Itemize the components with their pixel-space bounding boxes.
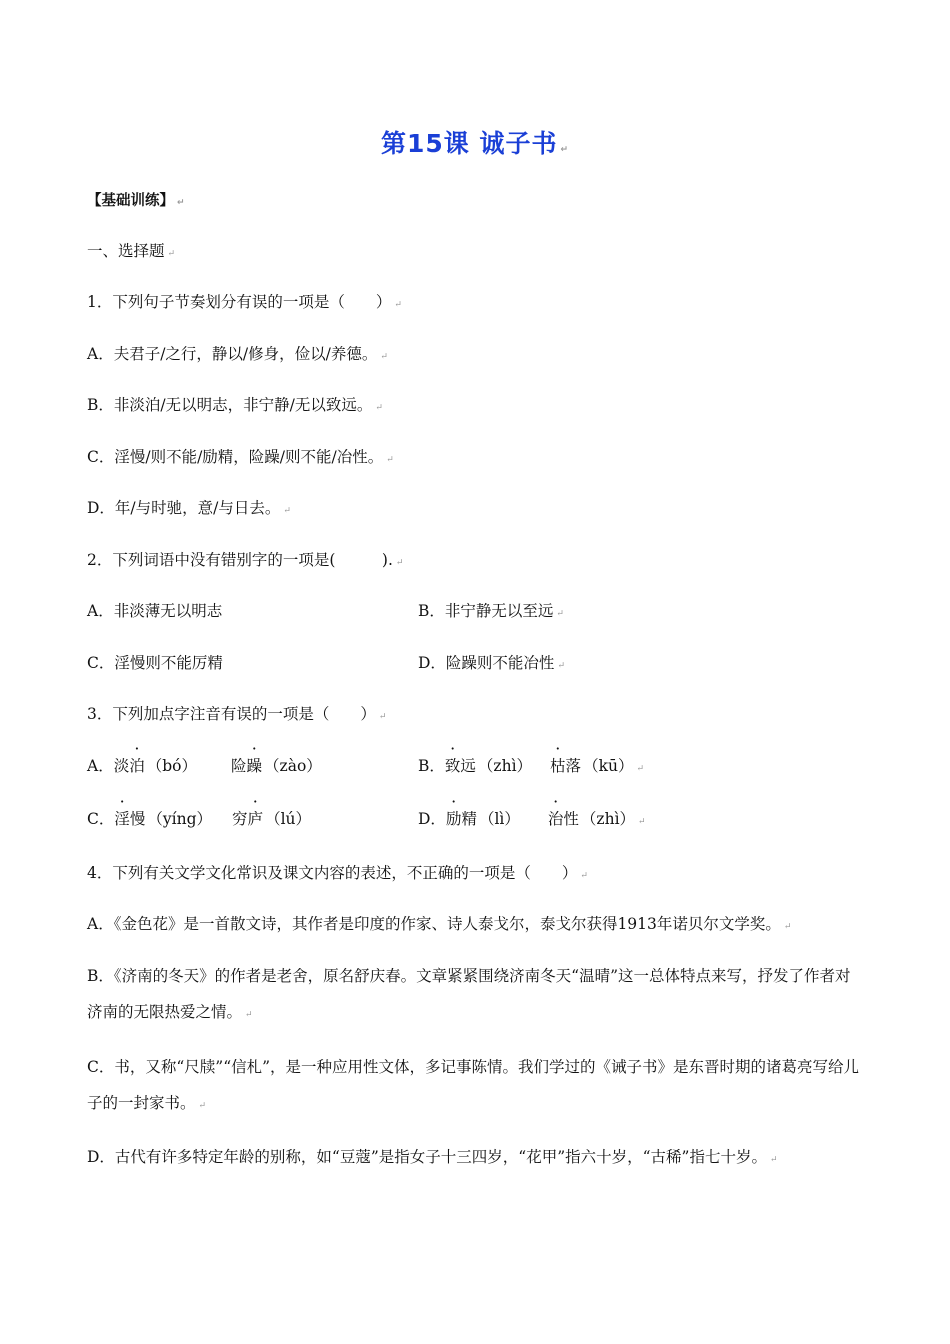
emphasis-dot-char: 躁 bbox=[246, 757, 263, 775]
q3-option-b: B．致远 （zhì） 枯落 （kū） ↵ bbox=[418, 757, 644, 775]
q3-option-c: C．淫慢 （yíng） 穷庐 （lú） bbox=[87, 810, 312, 828]
q2-option-a: A．非淡薄无以明志 bbox=[87, 602, 223, 620]
q2-option-c: C．淫慢则不能厉精 bbox=[87, 654, 223, 672]
question-2-stem: 2．下列词语中没有错别字的一项是( ). ↵ bbox=[87, 551, 404, 569]
question-1-stem: 1．下列句子节奏划分有误的一项是（ ） ↵ bbox=[87, 293, 402, 311]
page-title: 第15课 诚子书 ↵ bbox=[380, 129, 570, 158]
q3-option-a: A．淡泊 （bó） 险躁 （zào） bbox=[87, 757, 322, 775]
emphasis-dot-char: 枯 bbox=[550, 757, 566, 775]
question-3-stem: 3．下列加点字注音有误的一项是（ ） ↵ bbox=[87, 705, 387, 723]
q4-option-a: A．《金色花》是一首散文诗，其作者是印度的作家、诗人泰戈尔，泰戈尔获得1913年诺贝尔文学奖。 ↵ bbox=[87, 915, 792, 933]
q1-option-a: A．夫君子/之行，静以/修身，俭以/养德。 ↵ bbox=[87, 345, 388, 363]
q4-option-d: D．古代有许多特定年龄的别称，如“豆蔻”是指女子十三四岁，“花甲”指六十岁，“古稀”指七十岁。 ↵ bbox=[87, 1148, 778, 1166]
q2-option-b: B．非宁静无以至远 ↵ bbox=[418, 602, 564, 620]
q1-option-d: D．年/与时驰，意/与日去。 ↵ bbox=[87, 499, 291, 517]
q1-option-b: B．非淡泊/无以明志，非宁静/无以致远。 ↵ bbox=[87, 396, 383, 414]
emphasis-dot-char: 泊 bbox=[129, 757, 145, 775]
question-4-stem: 4．下列有关文学文化常识及课文内容的表述，不正确的一项是（ ） ↵ bbox=[87, 864, 588, 882]
emphasis-dot-char: 致 bbox=[444, 757, 461, 775]
q4-option-b: B．《济南的冬天》的作者是老舍，原名舒庆春。文章紧紧围绕济南冬天“温晴”这一总体特点来写，抒发了作者对济南的无限热爱之情。 ↵ bbox=[87, 967, 851, 1021]
emphasis-dot-char: 淫 bbox=[114, 810, 130, 828]
q1-option-c: C．淫慢/则不能/励精，险躁/则不能/冶性。 ↵ bbox=[87, 448, 394, 466]
q3-option-d: D．励精 （lì） 治性 （zhì） ↵ bbox=[418, 810, 646, 828]
emphasis-dot-char: 治 bbox=[547, 810, 564, 828]
emphasis-dot-char: 励 bbox=[445, 810, 462, 828]
q2-option-d: D．险躁则不能冶性 ↵ bbox=[418, 654, 565, 672]
q4-option-c: C．书，又称“尺牍”“信札”，是一种应用性文体，多记事陈情。我们学过的《诫子书》是东晋时期的诸葛亮写给儿子的一封家书。 ↵ bbox=[87, 1058, 860, 1112]
part-heading: 一、选择题 ↵ bbox=[87, 242, 176, 260]
emphasis-dot-char: 庐 bbox=[247, 810, 264, 828]
section-header: 【基础训练】 ↵ bbox=[87, 193, 185, 209]
